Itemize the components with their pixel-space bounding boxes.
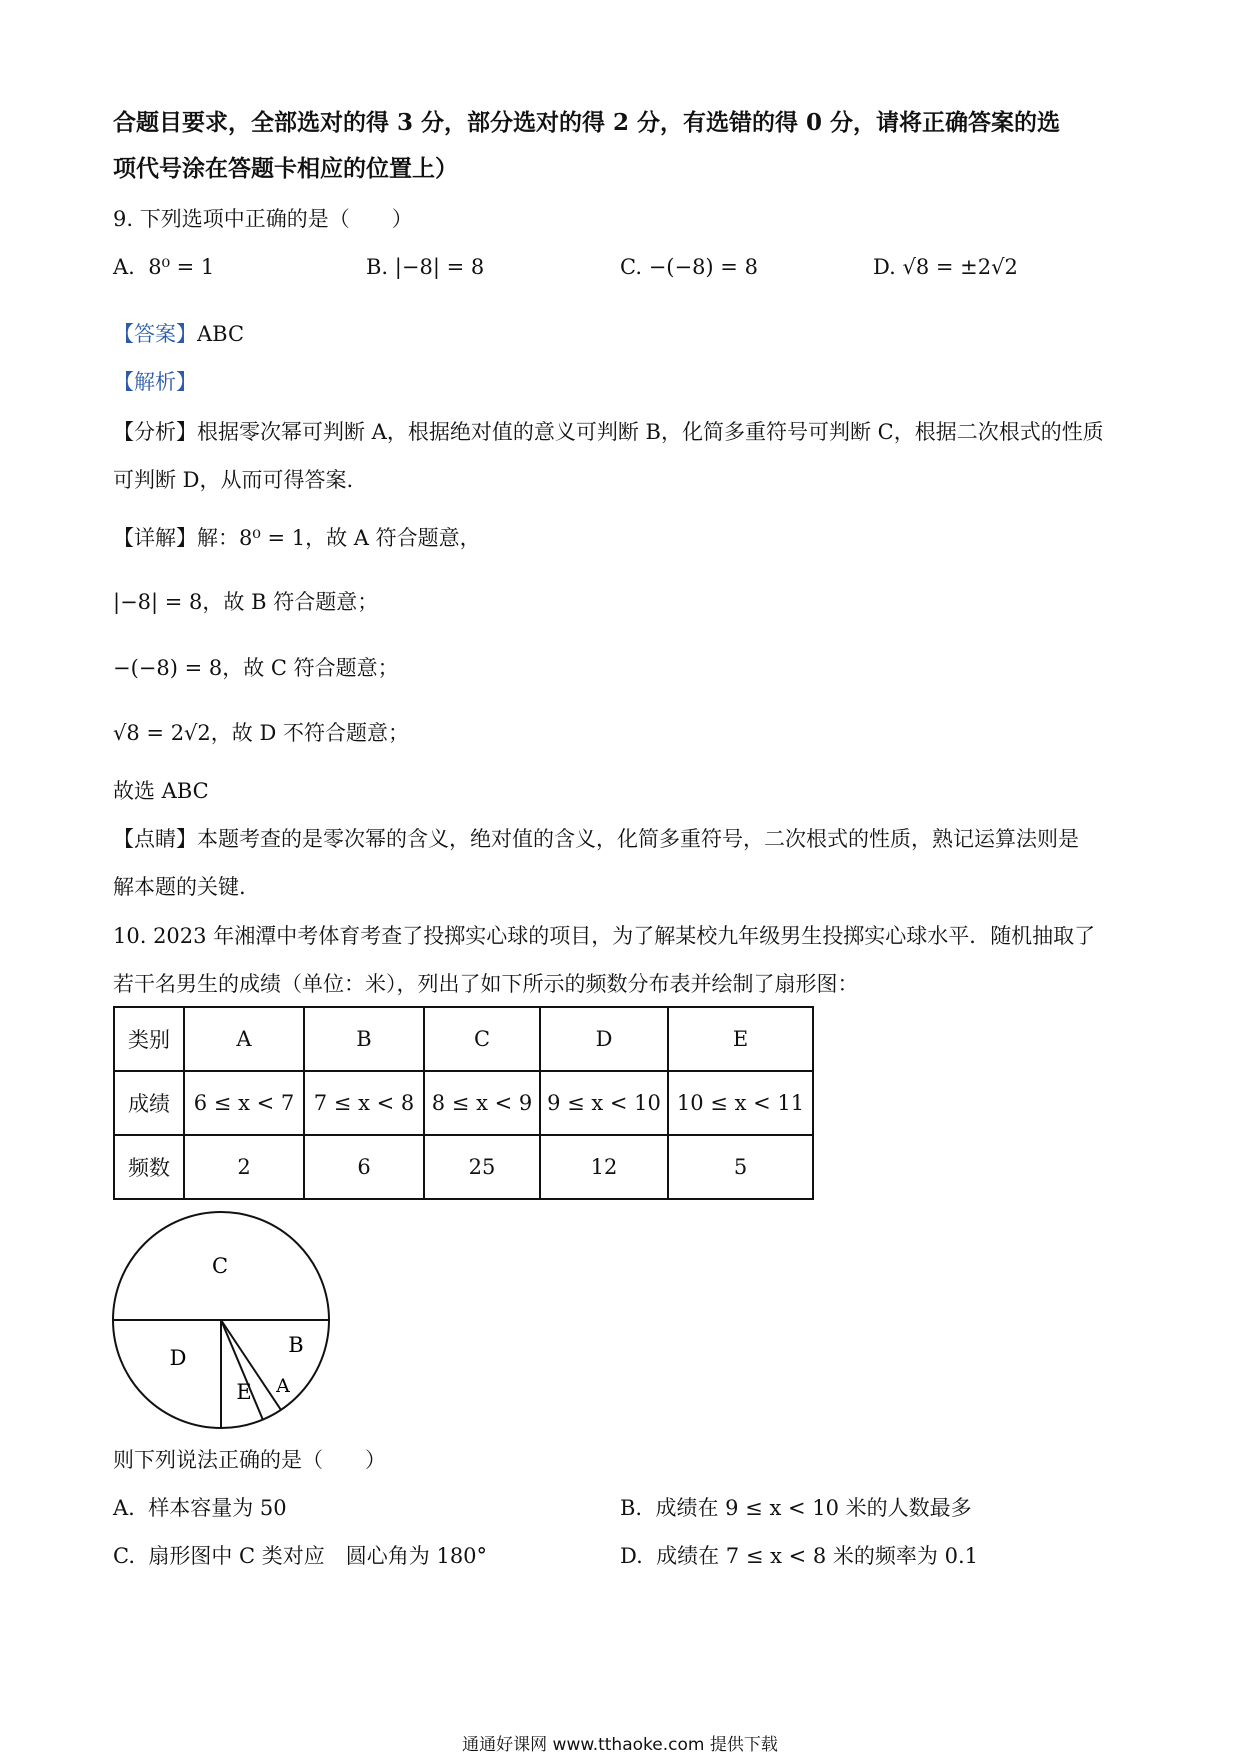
q9-analysis-tag: 【解析】 xyxy=(113,370,197,394)
table-cell: 5 xyxy=(668,1135,813,1199)
table-cell: E xyxy=(668,1007,813,1071)
table-cell: 6 ≤ x < 7 xyxy=(184,1071,304,1135)
q10-question: 则下列说法正确的是（ ） xyxy=(113,1448,386,1472)
instruction-line-1: 合题目要求，全部选对的得 3 分，部分选对的得 2 分，有选错的得 0 分，请将正确答案的选 xyxy=(113,109,1061,136)
q9-answer: 【答案】ABC xyxy=(113,322,245,346)
q9-option-c: C. −(−8) = 8 xyxy=(620,255,758,279)
q9-dianjing-line-1: 【点睛】本题考查的是零次幂的含义，绝对值的含义，化简多重符号，二次根式的性质，熟记运算法则是 xyxy=(113,827,1079,851)
table-cell: 12 xyxy=(540,1135,668,1199)
pie-label-a: A xyxy=(276,1375,290,1397)
page-footer: 通通好课网 www.tthaoke.com 提供下载 xyxy=(462,1735,778,1755)
table-row-category xyxy=(114,1007,813,1071)
q9-detail-line-1: 【详解】解：8⁰ = 1，故 A 符合题意， xyxy=(113,526,481,550)
pie-chart xyxy=(108,1207,334,1433)
table-cell: 9 ≤ x < 10 xyxy=(540,1071,668,1135)
table-row-range xyxy=(114,1071,813,1135)
table-cell: 2 xyxy=(184,1135,304,1199)
table-cell: B xyxy=(304,1007,424,1071)
q9-detail-line-5: 故选 ABC xyxy=(113,779,209,803)
table-cell: D xyxy=(540,1007,668,1071)
table-cell: C xyxy=(424,1007,540,1071)
q10-stem-line-1: 10. 2023 年湘潭中考体育考查了投掷实心球的项目，为了解某校九年级男生投掷实心球水平．随机抽取了 xyxy=(113,924,1096,948)
pie-label-c: C xyxy=(211,1254,229,1278)
q9-option-d: D. √8 = ±2√2 xyxy=(873,255,1018,279)
pie-label-b: B xyxy=(288,1333,304,1357)
pie-divider-ea xyxy=(221,1320,263,1420)
frequency-table xyxy=(113,1006,814,1200)
q10-option-a: A. 样本容量为 50 xyxy=(113,1496,287,1520)
table-cell: 7 ≤ x < 8 xyxy=(304,1071,424,1135)
table-row-frequency xyxy=(114,1135,813,1199)
table-cell: 10 ≤ x < 11 xyxy=(668,1071,813,1135)
table-cell: A xyxy=(184,1007,304,1071)
q9-option-b: B. |−8| = 8 xyxy=(366,255,485,279)
table-header-cell: 频数 xyxy=(114,1135,184,1199)
q9-fenxi-line-2: 可判断 D，从而可得答案. xyxy=(113,468,354,492)
table-header-cell: 成绩 xyxy=(114,1071,184,1135)
instruction-line-2: 项代号涂在答题卡相应的位置上） xyxy=(113,155,458,182)
q10-stem-line-2: 若干名男生的成绩（单位：米），列出了如下所示的频数分布表并绘制了扇形图： xyxy=(113,972,859,996)
q10-option-c: C. 扇形图中 C 类对应 圆心角为 180° xyxy=(113,1544,488,1568)
q9-dianjing-line-2: 解本题的关键. xyxy=(113,875,246,899)
table-cell: 8 ≤ x < 9 xyxy=(424,1071,540,1135)
table-cell: 25 xyxy=(424,1135,540,1199)
q10-option-b: B. 成绩在 9 ≤ x < 10 米的人数最多 xyxy=(620,1496,972,1520)
pie-label-d: D xyxy=(169,1346,187,1370)
q9-stem: 9. 下列选项中正确的是（ ） xyxy=(113,207,413,231)
q9-option-a: A. 8⁰ = 1 xyxy=(113,255,215,279)
q9-detail-line-3: −(−8) = 8，故 C 符合题意； xyxy=(113,656,399,680)
table-cell: 6 xyxy=(304,1135,424,1199)
q9-detail-line-4: √8 = 2√2，故 D 不符合题意； xyxy=(113,721,409,745)
q9-fenxi-line-1: 【分析】根据零次幂可判断 A，根据绝对值的意义可判断 B，化简多重符号可判断 C，根据二次根式的性质 xyxy=(113,420,1104,444)
q10-option-d: D. 成绩在 7 ≤ x < 8 米的频率为 0.1 xyxy=(620,1544,979,1568)
q9-detail-line-2: |−8| = 8，故 B 符合题意； xyxy=(113,590,379,614)
pie-label-e: E xyxy=(236,1380,252,1404)
table-header-cell: 类别 xyxy=(114,1007,184,1071)
